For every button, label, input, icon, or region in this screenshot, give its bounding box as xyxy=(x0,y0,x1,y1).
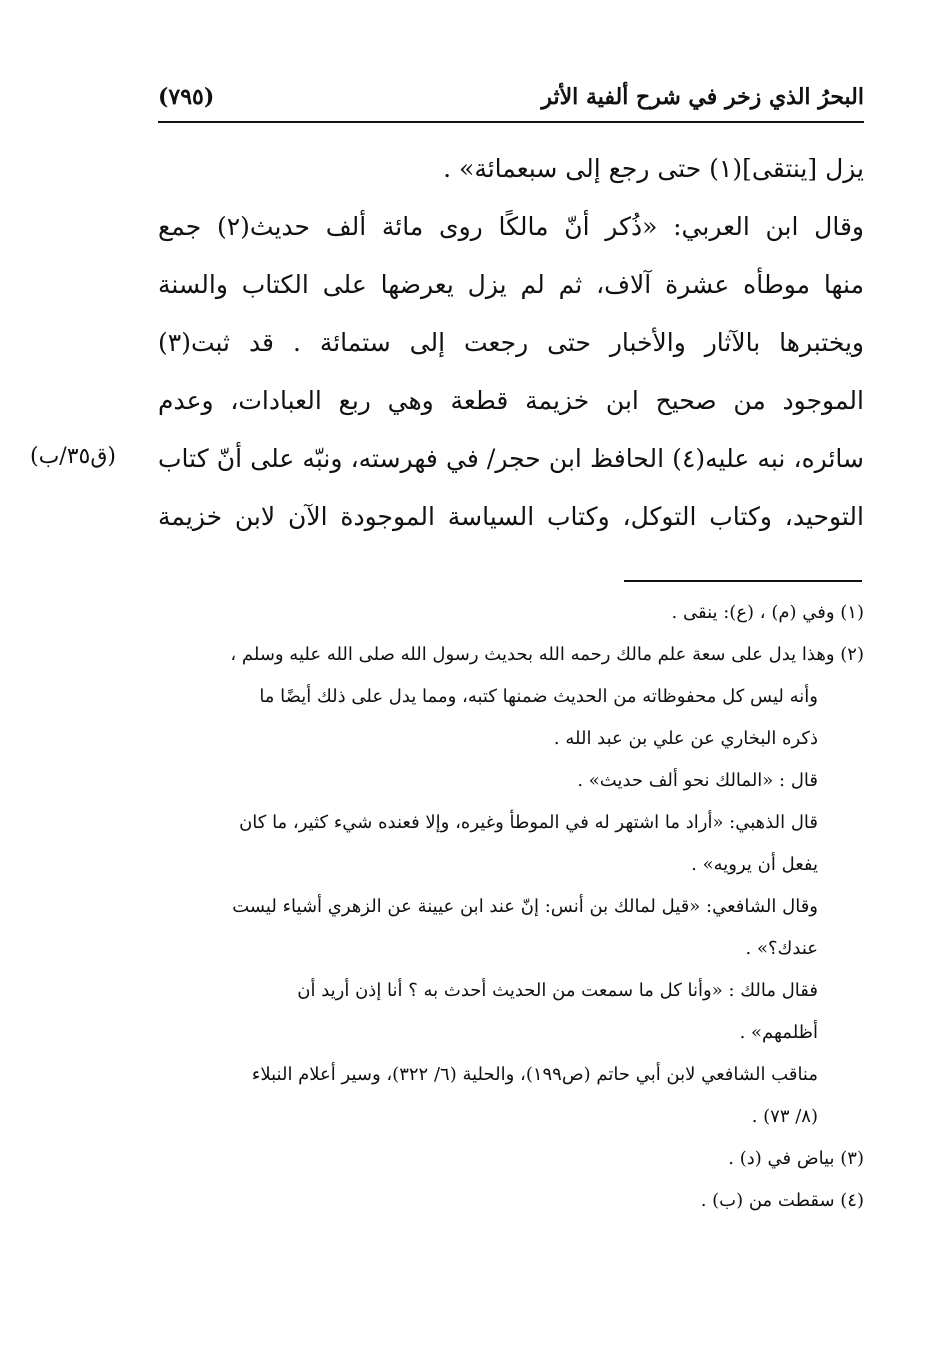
text-line: التوحيد، وكتاب التوكل، وكتاب السياسة الموجودة الآن لابن خزيمة xyxy=(158,502,864,531)
footnote-2-line: فقال مالك : «وأنا كل ما سمعت من الحديث أحدث به ؟ أنا إذن أريد أن xyxy=(297,980,818,1001)
footnote-4: (٤) سقطت من (ب) . xyxy=(700,1190,864,1211)
footnote-1: (١) وفي (م) ، (ع): ينقى . xyxy=(671,602,864,623)
running-header xyxy=(158,84,864,120)
book-title: البحرُ الذي زخر في شرح ألفية الأثر xyxy=(541,84,864,110)
page-number: (٧٩٥) xyxy=(158,84,215,110)
footnote-2-line: وقال الشافعي: «قيل لمالك بن أنس: إنّ عند ابن عيينة عن الزهري أشياء ليست xyxy=(232,896,818,917)
footnote-2-line: أظلمهم» . xyxy=(739,1022,818,1043)
manuscript-folio-note: (ق٣٥/ب) xyxy=(30,444,117,469)
text-line: منها موطأه عشرة آلاف، ثم لم يزل يعرضها على الكتاب والسنة xyxy=(158,270,864,299)
footnote-separator xyxy=(624,580,862,582)
footnote-2-line: مناقب الشافعي لابن أبي حاتم (ص١٩٩)، والحلية (٦/ ٣٢٢)، وسير أعلام النبلاء xyxy=(251,1064,818,1085)
text-line: يزل [ينتقى](١) حتى رجع إلى سبعمائة» . xyxy=(443,154,864,183)
text-line: سائره، نبه عليه(٤) الحافظ ابن حجر/ في فهرسته، ونبّه على أنّ كتاب xyxy=(158,444,864,473)
text-line: وقال ابن العربي: «ذُكر أنّ مالكًا روى مائة ألف حديث(٢) جمع xyxy=(158,212,864,241)
footnotes xyxy=(158,592,864,1222)
footnote-3: (٣) بياض في (د) . xyxy=(728,1148,864,1169)
footnote-2-line: قال : «المالك نحو ألف حديث» . xyxy=(577,770,818,791)
footnote-2-line: عندك؟» . xyxy=(745,938,818,959)
footnote-2-line: قال الذهبي: «أراد ما اشتهر له في الموطأ وغيره، وإلا فعنده شيء كثير، ما كان xyxy=(239,812,818,833)
footnote-2-line: (٢) وهذا يدل على سعة علم مالك رحمه الله بحديث رسول الله صلى الله عليه وسلم ، xyxy=(230,644,864,665)
header-rule xyxy=(158,121,864,123)
footnote-2-line: وأنه ليس كل محفوظاته من الحديث ضمنها كتبه، ومما يدل على ذلك أيضًا ما xyxy=(259,686,818,707)
footnote-2-line: ذكره البخاري عن علي بن عبد الله . xyxy=(553,728,818,749)
footnote-2-line: (٨/ ٧٣) . xyxy=(751,1106,818,1127)
text-line: الموجود من صحيح ابن خزيمة قطعة وهي ربع العبادات، وعدم xyxy=(158,386,864,415)
footnote-2-line: يفعل أن يرويه» . xyxy=(691,854,818,875)
text-line: ويختبرها بالآثار والأخبار حتى رجعت إلى ستمائة . قد ثبت(٣) xyxy=(158,328,864,357)
main-text xyxy=(158,140,864,546)
